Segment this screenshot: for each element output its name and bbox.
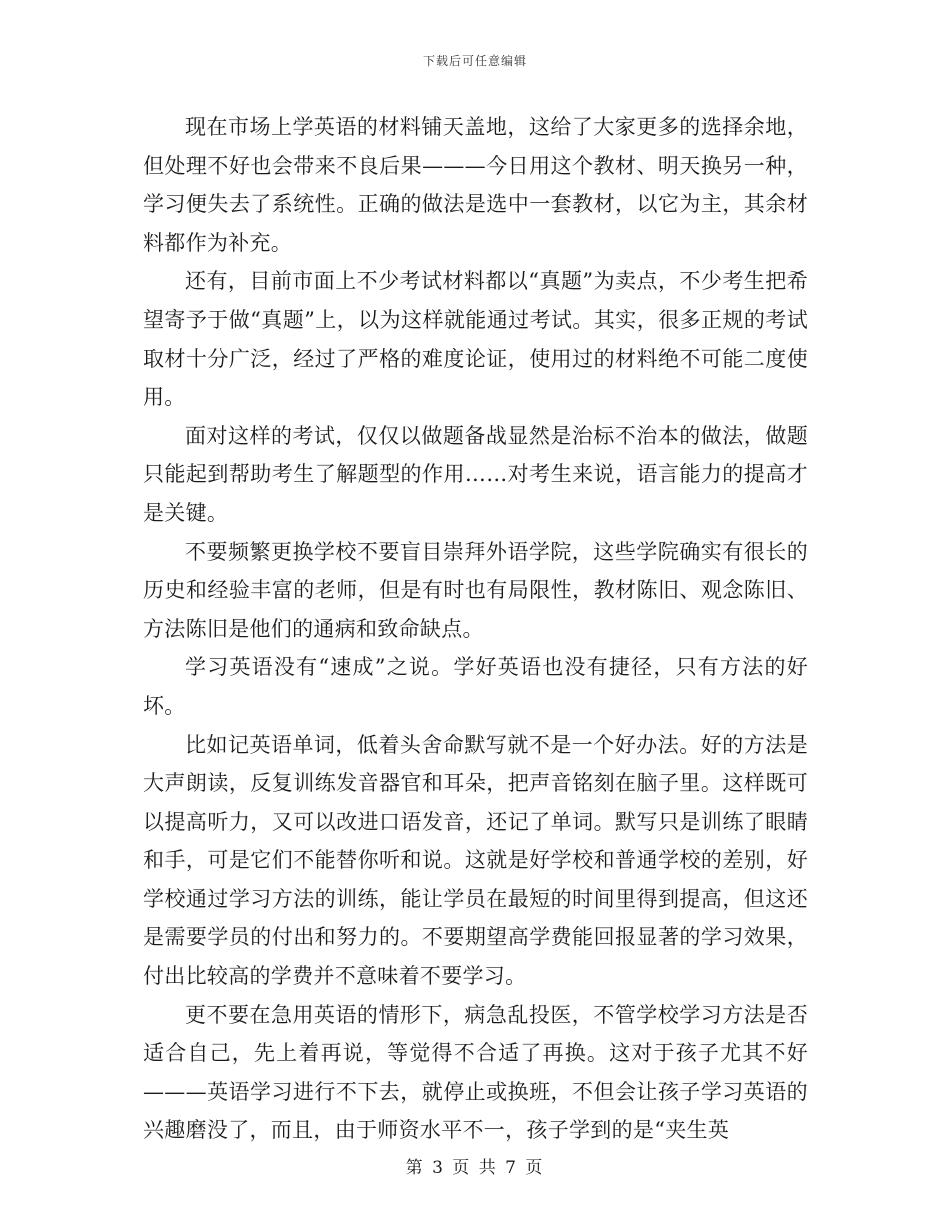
document-body bbox=[143, 108, 808, 1150]
page-header: 下载后可任意编辑 bbox=[422, 54, 527, 68]
paragraph-5: 学习英语没有“速成”之说。学好英语也没有捷径，只有方法的好坏。 bbox=[143, 655, 808, 718]
paragraph-3: 面对这样的考试，仅仅以做题备战显然是治标不治本的做法，做题只能起到帮助考生了解题型的作用……对考生来说，语言能力的提高才是关键。 bbox=[143, 423, 808, 525]
paragraph-4: 不要频繁更换学校不要盲目崇拜外语学院，这些学院确实有很长的历史和经验丰富的老师，但是有时也有局限性，教材陈旧、观念陈旧、方法陈旧是他们的通病和致命缺点。 bbox=[143, 539, 808, 641]
page-footer: 第 3 页 共 7 页 bbox=[405, 1158, 545, 1178]
paragraph-7: 更不要在急用英语的情形下，病急乱投医，不管学校学习方法是否适合自己，先上着再说，等觉得不合适了再换。这对于孩子尤其不好———英语学习进行不下去，就停止或换班，不但会让孩子学习英语的兴趣磨没了，而且，由于师资水平不一，孩子学到的是“夹生英 bbox=[143, 1002, 808, 1143]
paragraph-6: 比如记英语单词，低着头舍命默写就不是一个好办法。好的方法是大声朗读，反复训练发音器官和耳朵，把声音铭刻在脑子里。这样既可以提高听力，又可以改进口语发音，还记了单词。默写只是训练了眼睛和手，可是它们不能替你听和说。这就是好学校和普通学校的差别，好学校通过学习方法的训练，能让学员在最短的时间里得到提高，但这还是需要学员的付出和努力的。不要期望高学费能回报显著的学习效果，付出比较高的学费并不意味着不要学习。 bbox=[143, 732, 808, 989]
paragraph-1: 现在市场上学英语的材料铺天盖地，这给了大家更多的选择余地，但处理不好也会带来不良后果———今日用这个教材、明天换另一种，学习便失去了系统性。正确的做法是选中一套教材，以它为主，其余材料都作为补充。 bbox=[143, 115, 808, 255]
paragraph-2: 还有，目前市面上不少考试材料都以“真题”为卖点，不少考生把希望寄予于做“真题”上，以为这样就能通过考试。其实，很多正规的考试取材十分广泛，经过了严格的难度论证，使用过的材料绝不可能二度使用。 bbox=[143, 269, 808, 410]
